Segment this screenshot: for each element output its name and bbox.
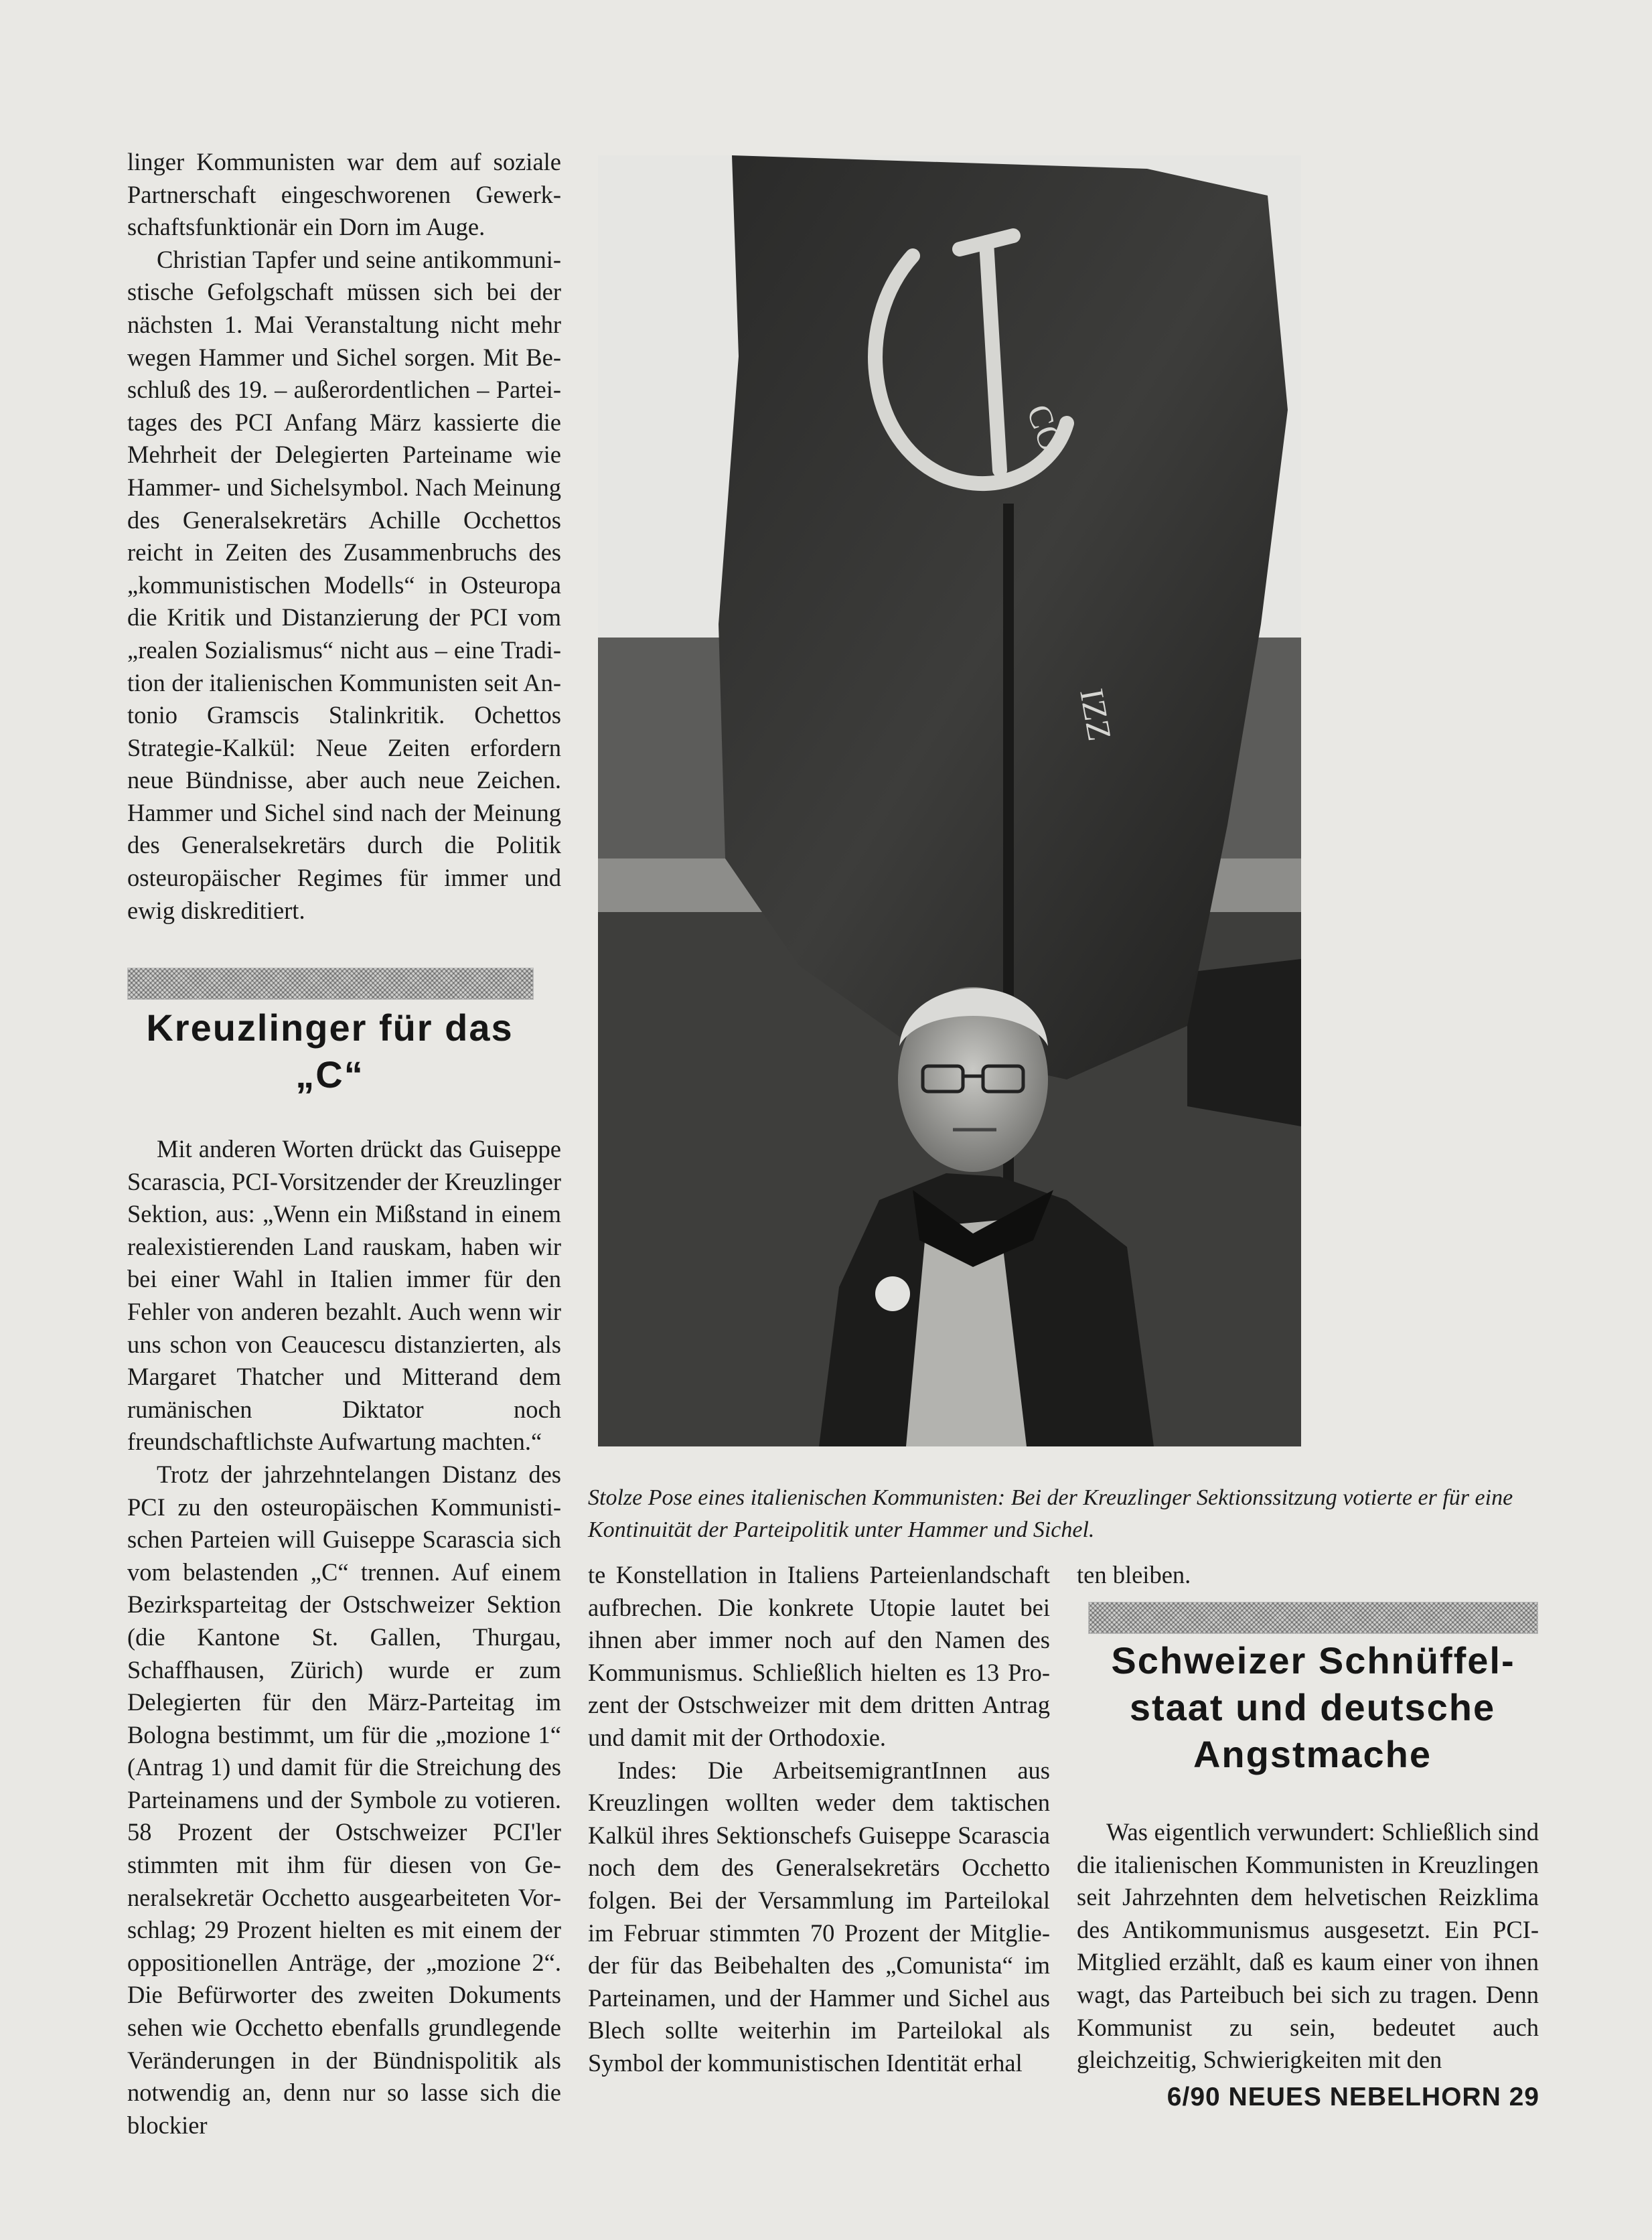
col1-paragraph-4: Trotz der jahrzehntelangen Distanz des PCI zu den osteuropäischen Kommunistischen Parteien will Guiseppe Scarascia sich vom belastenden „C“ trennen. Auf einem Bezirksparteitag der Ostschweizer Sektion (die Kantone St. Gallen, Thurgau, Schaffhausen, Zürich) wurde er zum Delegierten für den März-Parteitag im Bologna bestimmt, um für die „mozione 1“ (Antrag 1) und damit für die Streichung des Parteinamens und der Symbole zu votieren. 58 Prozent der Ostschweizer PCI'ler stimmten mit ihm für diesen von Generalsekretär Occhetto ausgearbeiteten Vorschlag; 29 Prozent hielten es mit einem der oppositionellen Anträge, der „mozione 2“. Die Befürworter des zweiten Dokuments sehen wie Occhetto ebenfalls grundlegende Veränderungen in der Bündnispolitik als notwendig an, denn nur so lasse sich die blockier — [127, 1460, 561, 2139]
photo-communist-with-flag — [598, 155, 1301, 1446]
photo-illustration — [598, 155, 1301, 1446]
section-divider-2 — [1088, 1602, 1538, 1634]
column-1-lower — [127, 1133, 561, 2142]
section-divider-1 — [127, 968, 534, 1000]
svg-text:CO: CO — [1019, 399, 1071, 457]
col3-intro: ten bleiben. — [1077, 1561, 1191, 1588]
issue-number: 6/90 — [1167, 2083, 1221, 2111]
col2-paragraph-2: Indes: Die ArbeitsemigrantInnen aus Kreuzlingen wollten weder dem taktischen Kalkül ihres Sektionschefs Guiseppe Scarascia noch dem des Generalsekretärs Occhetto folgen. Bei der Versammlung im Parteilokal im Februar stimmten 70 Prozent der Mitglieder für das Beibehalten des „Comunista“ im Parteinamen, und der Hammer und Sichel aus Blech sollte weiterhin im Parteilokal als Symbol der kommunistischen Identität erhal — [588, 1756, 1050, 2077]
col2-paragraph-1: te Konstellation in Italiens Parteienlandschaft aufbrechen. Die konkrete Utopie lautet bei ihnen aber immer noch auf den Namen des Kommunismus. Schließlich hielten es 13 Prozent der Ostschweizer mit dem dritten Antrag und damit mit der Orthodoxie. — [588, 1561, 1050, 1751]
banner-shape — [1187, 959, 1301, 1126]
column-2 — [588, 1559, 1050, 2080]
col1-paragraph-2: Christian Tapfer und seine antikommunistische Gefolgschaft müssen sich bei der nächsten 1. Mai Veranstaltung nicht mehr wegen Hammer und Sichel sorgen. Mit Beschluß des 19. – außerordentlichen – Parteitages des PCI Anfang März kassierte die Mehrheit der Delegierten Parteiname wie Hammer- und Sichelsymbol. Nach Meinung des Generalsekretärs Achille Occhettos reicht in Zeiten des Zusammenbruchs des „kommunistischen Modells“ in Osteuropa die Kritik und Distanzierung der PCI vom „realen Sozialismus“ nicht aus – eine Tradition der italienischen Kommunisten seit Antonio Gramscis Stalinkritik. Ochettos Strategie-Kalkül: Neue Zeiten erfordern neue Bündnisse, aber auch neue Zeichen. Hammer und Sichel sind nach der Meinung des Generalsekretärs durch die Politik osteuropäischer Regimes für immer und ewig diskreditiert. — [127, 245, 561, 924]
page-footer — [1167, 2083, 1540, 2112]
svg-text:IZZ: IZZ — [1073, 686, 1119, 744]
badge-icon — [875, 1276, 910, 1311]
column-3 — [1077, 1816, 1539, 2077]
magazine-name: NEUES NEBELHORN — [1228, 2083, 1501, 2111]
page-number: 29 — [1509, 2083, 1540, 2111]
col3-paragraph-1: Was eigentlich verwundert: Schließlich sind die italienischen Kommunisten in Kreuzlingen seit Jahrzehnten dem helvetischen Reizklima des Antikommunismus ausgesetzt. Ein PCI-Mitglied erzählt, daß es kaum einer von ihnen wagt, das Parteibuch bei sich zu tragen. Denn Kommunist zu sein, bedeutet auch gleichzeitig, Schwierigkeiten mit den — [1077, 1818, 1539, 2074]
heading-kreuzlinger: Kreuzlinger für das „C“ — [146, 1006, 514, 1096]
col1-paragraph-1: linger Kommunisten war dem auf soziale Partnerschaft eingeschworenen Gewerkschaftsfunktionär ein Dorn im Auge. — [127, 148, 561, 241]
column-3-intro — [1077, 1559, 1539, 1592]
heading-schweizer-schnueffelstaat: Schweizer Schnüffelstaat und deutsche Angstmache — [1111, 1639, 1514, 1775]
column-1 — [127, 146, 561, 927]
col1-paragraph-3: Mit anderen Worten drückt das Guiseppe Scarascia, PCI-Vorsitzender der Kreuzlinger Sektion, aus: „Wenn ein Mißstand in einem realexistierenden Land rauskam, haben wir bei einer Wahl in Italien immer für den Fehler von anderen bezahlt. Auch wenn wir uns schon von Ceaucescu distanzierten, als Margaret Thatcher und Mitterand dem rumänischen Diktator noch freundschaftlichste Aufwartung machten.“ — [127, 1135, 561, 1456]
photo-caption: Stolze Pose eines italienischen Kommunisten: Bei der Kreuzlinger Sektionssitzung votierte er für eine Kontinuität der Parteipolitik unter Hammer und Sichel. — [588, 1485, 1513, 1542]
